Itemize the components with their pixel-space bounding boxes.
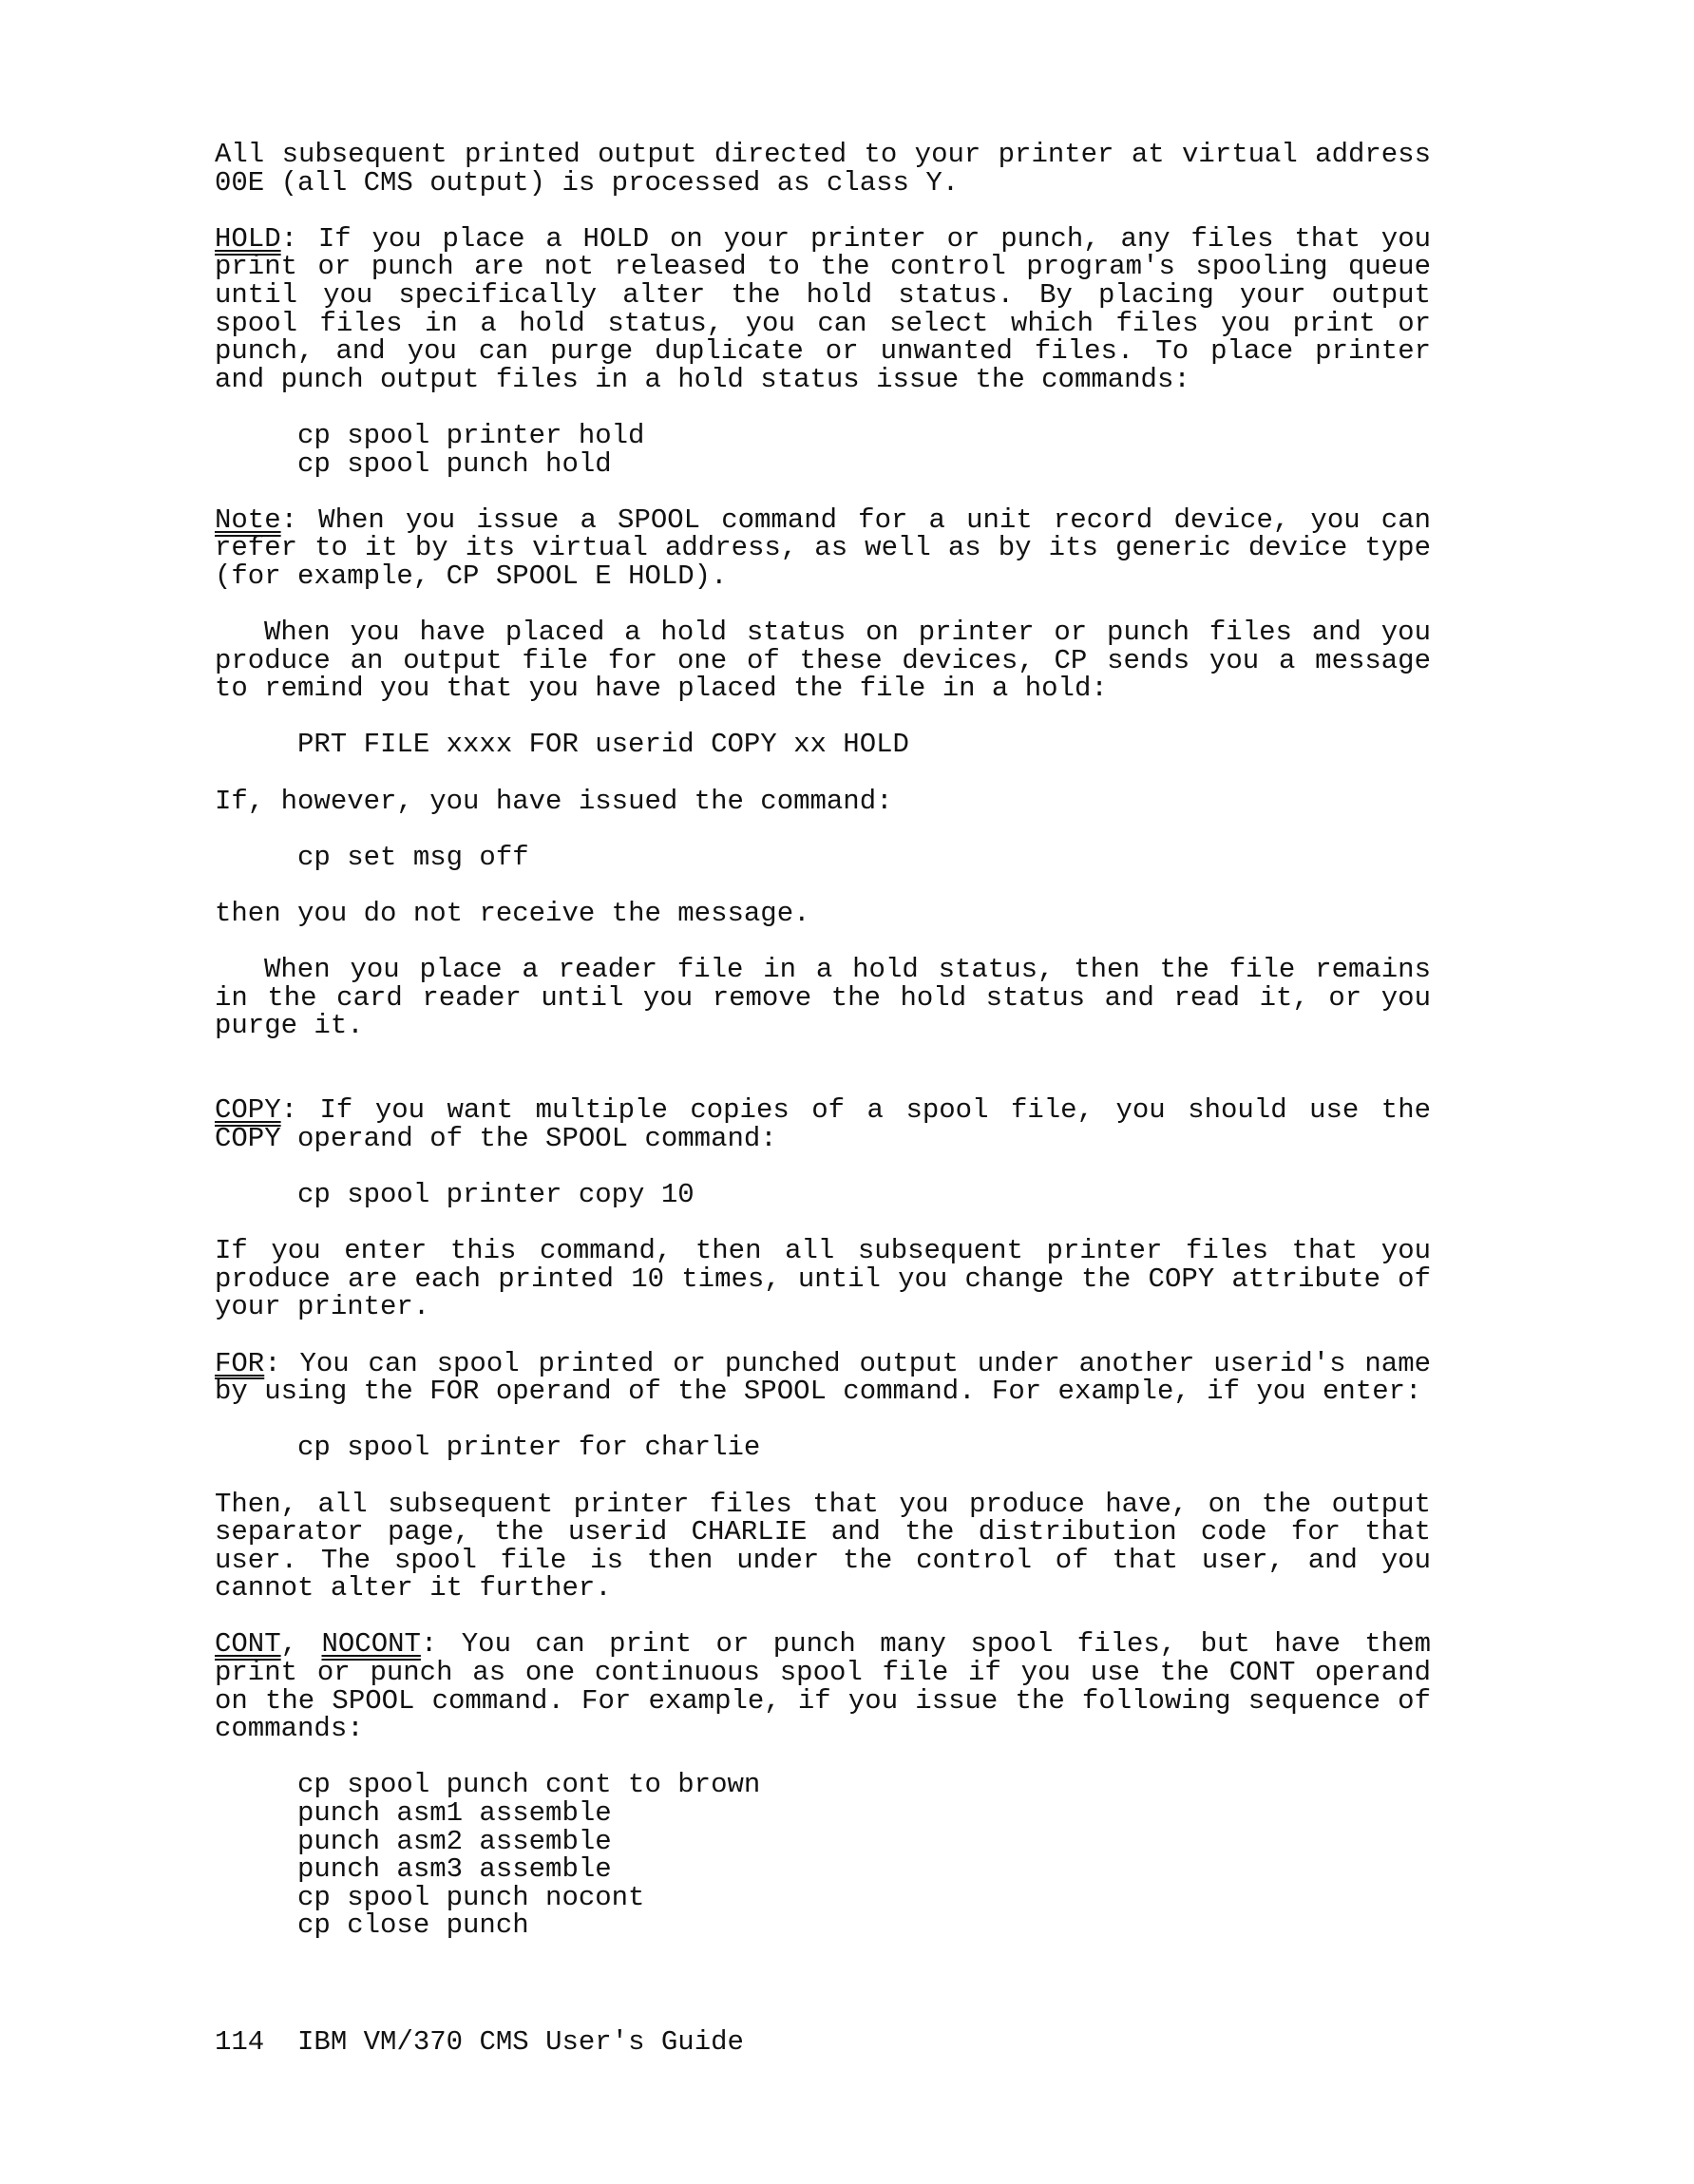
code-spool-printer-for: cp spool printer for charlie <box>297 1432 761 1464</box>
cont-text: : You can print or punch many spool files, but have them print or punch as one continuous spool file if you use the CONT operand on the SPOOL command. For example, if you issue the following sequence of commands: <box>215 1628 1448 1745</box>
cont-paragraph <box>215 1628 1448 1745</box>
note-paragraph <box>215 503 1448 592</box>
page-footer <box>215 2028 744 2057</box>
hold-message-paragraph: When you have placed a hold status on printer or punch files and you produce an output file for one of these devices, CP sends you a message to remind you that you have placed the file in a hold: <box>215 617 1448 705</box>
hold-paragraph <box>215 222 1448 395</box>
copy-after-paragraph: If you enter this command, then all subsequent printer files that you produce are each printed 10 times, until you change the COPY attribute of your printer. <box>215 1235 1448 1323</box>
for-after-paragraph: Then, all subsequent printer files that you produce have, on the output separator page, the userid CHARLIE and the distribution code for that user. The spool file is then under the control of that user, and you cannot alter it further. <box>215 1488 1448 1605</box>
paragraph-class-y: All subsequent printed output directed to your printer at virtual address 00E (all CMS output) is processed as class Y. <box>215 139 1448 199</box>
cont-separator: , <box>280 1628 322 1661</box>
for-paragraph <box>215 1347 1448 1408</box>
document-page <box>215 139 1448 1942</box>
then-paragraph: then you do not receive the message. <box>215 898 810 930</box>
if-however-paragraph: If, however, you have issued the command: <box>215 785 893 817</box>
nocont-term: NOCONT <box>321 1628 421 1661</box>
copy-text: : If you want multiple copies of a spool file, you should use the COPY operand of the SPOOL command: <box>215 1094 1448 1154</box>
code-spool-printer-copy: cp spool printer copy 10 <box>297 1178 695 1210</box>
code-prt-file-message: PRT FILE xxxx FOR userid COPY xx HOLD <box>297 729 909 761</box>
code-spool-punch-hold: cp spool punch hold <box>297 447 612 480</box>
code-line: cp spool punch cont to brown <box>297 1769 761 1801</box>
code-line: punch asm1 assemble <box>297 1797 612 1830</box>
copy-term: COPY <box>215 1094 281 1127</box>
copy-paragraph <box>215 1094 1448 1154</box>
cont-term: CONT <box>215 1628 281 1661</box>
code-line: cp close punch <box>297 1909 529 1942</box>
book-title: IBM VM/370 CMS User's Guide <box>297 2026 744 2058</box>
note-text: : When you issue a SPOOL command for a unit record device, you can refer to it by its virtual address, as well as by its generic device type (for example, CP SPOOL E HOLD). <box>215 503 1448 592</box>
code-line: punch asm2 assemble <box>297 1825 612 1857</box>
code-line: cp spool punch nocont <box>297 1881 645 1913</box>
page-number: 114 <box>215 2026 265 2058</box>
hold-term: HOLD <box>215 222 281 255</box>
code-set-msg-off: cp set msg off <box>297 841 529 873</box>
note-term: Note <box>215 503 281 536</box>
reader-hold-paragraph: When you place a reader file in a hold status, then the file remains in the card reader until you remove the hold status and read it, or you purge it. <box>215 954 1448 1042</box>
code-line: punch asm3 assemble <box>297 1853 612 1886</box>
code-spool-printer-hold: cp spool printer hold <box>297 419 645 451</box>
hold-text: : If you place a HOLD on your printer or punch, any files that you print or punch are not released to the control program's spooling queue until you specifically alter the hold status. By placing your output spool files in a hold status, you can select which files you print or punch, and you can purge duplicate or unwanted files. To place printer and punch output files in a hold status issue the commands: <box>215 222 1448 395</box>
for-text: : You can spool printed or punched output under another userid's name by using the FOR operand of the SPOOL command. For example, if you enter: <box>215 1347 1448 1408</box>
for-term: FOR <box>215 1347 265 1379</box>
